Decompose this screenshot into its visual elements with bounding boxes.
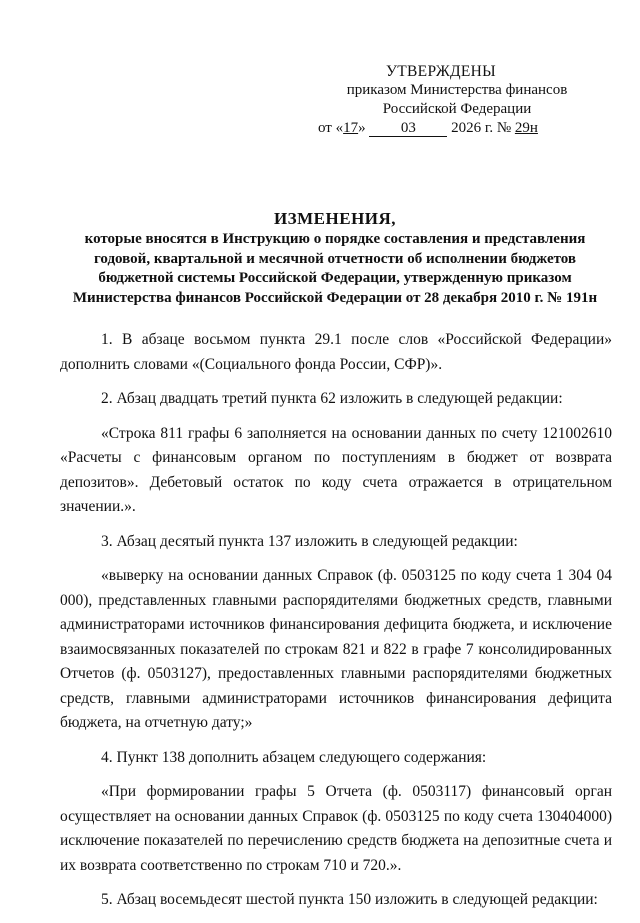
date-month: 03	[369, 120, 447, 137]
heading-title: ИЗМЕНЕНИЯ,	[273, 209, 397, 228]
heading-subtitle-line: которые вносятся в Инструкцию о порядке составления и представления	[84, 231, 586, 247]
date-mid: »	[358, 120, 366, 136]
heading-subtitle-line: Министерства финансов Российской Федерации от 28 декабря 2010 г. № 191н	[72, 289, 598, 306]
paragraph-item-5: 5. Абзац восемьдесят шестой пункта 150 изложить в следующей редакции:	[101, 891, 598, 908]
approval-line-federation: Российской Федерации	[382, 101, 532, 117]
approval-title: УТВЕРЖДЕНЫ	[386, 63, 496, 80]
paragraph-item-4: 4. Пункт 138 дополнить абзацем следующего содержания:	[101, 748, 487, 766]
paragraph-item-2: 2. Абзац двадцать третий пункта 62 изложить в следующей редакции:	[101, 390, 563, 407]
heading-subtitle-line: годовой, квартальной и месячной отчетности об исполнении бюджетов	[93, 250, 577, 267]
approval-date-line	[318, 119, 608, 138]
order-number: 29н	[514, 120, 538, 136]
paragraph-quote-2: «Строка 811 графы 6 заполняется на основании данных по счету 121002610 «Расчеты с финансовым органом по поступлениям в бюджет от возврата депозитов». Дебетовый остаток по коду счета отражается в отрицательном значении.».	[60, 424, 612, 515]
date-year: 2026 г. №	[451, 120, 512, 136]
date-day: 17	[343, 120, 359, 136]
approval-block	[318, 62, 608, 138]
paragraph-quote-3: «выверку на основании данных Справок (ф. 0503125 по коду счета 1 304 04 000), представленных главными распорядителями бюджетных средств, главными администраторами источников финансирования дефицита бюджета, и исключение взаимосвязанных показателей по строкам 821 и 822 в графе 7 консолидированных Отчетов (ф. 0503127), предоставленных главными распорядителями бюджетных средств, главными администраторами источников финансирования дефицита бюджета, на отчетную дату;»	[60, 567, 612, 731]
approval-line-ministry: приказом Министерства финансов	[346, 82, 568, 98]
document-heading	[50, 208, 620, 308]
document-body	[60, 328, 612, 923]
date-prefix: от «	[318, 120, 344, 136]
paragraph-quote-4: «При формировании графы 5 Отчета (ф. 0503117) финансовый орган осуществляет на основании данных Справок (ф. 0503125 по коду счета 130404000) исключение показателей по перечислению средств бюджета на депозитные счета и их возврата соответственно по строкам 710 и 720.».	[60, 783, 612, 874]
paragraph-item-3: 3. Абзац десятый пункта 137 изложить в следующей редакции:	[101, 532, 518, 550]
paragraph-item-1: 1. В абзаце восьмом пункта 29.1 после слов «Российской Федерации» дополнить словами «(Социального фонда России, СФР)».	[60, 331, 612, 373]
heading-subtitle-line: бюджетной системы Российской Федерации, утвержденную приказом	[98, 270, 572, 286]
